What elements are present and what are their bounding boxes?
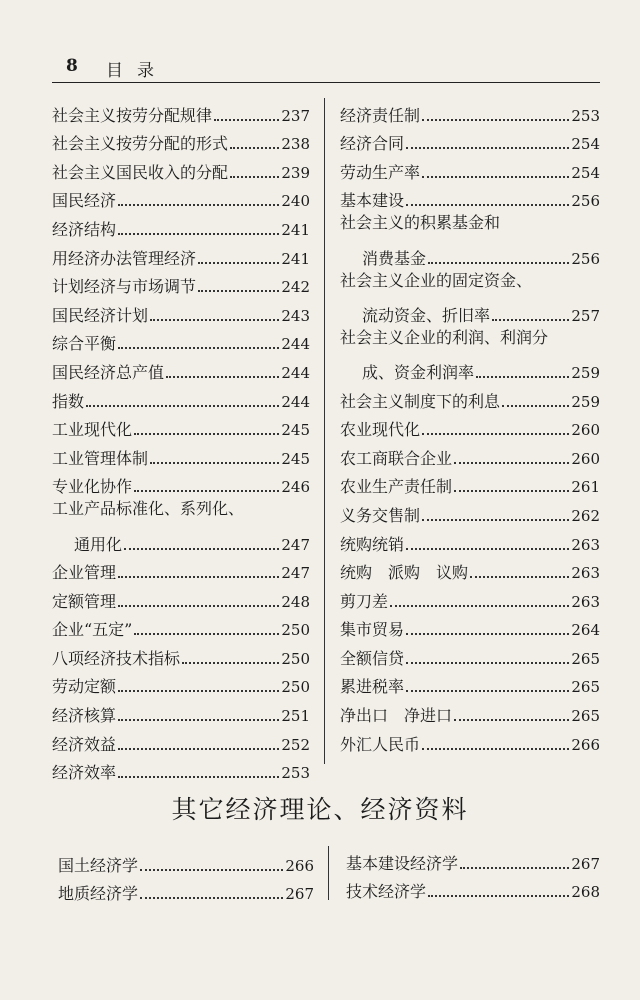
toc-entry-label: 企业“五定”: [52, 620, 133, 640]
toc-entry: [340, 298, 600, 327]
toc-left-column: [52, 98, 310, 784]
toc-entry-page: 245: [281, 449, 310, 468]
section-title: 其它经济理论、经济资料: [171, 795, 469, 824]
dot-leader: [118, 233, 279, 235]
toc-entry-page: 240: [281, 192, 310, 211]
page-header: [60, 56, 600, 80]
toc-entry-label: 社会主义企业的固定资金、: [340, 270, 533, 290]
toc-entry: [340, 413, 600, 442]
dot-leader: [118, 748, 279, 750]
toc-entry: [52, 212, 310, 241]
toc-entry-label: 综合平衡: [52, 334, 117, 354]
dot-leader: [502, 405, 569, 407]
toc-entry-label: 社会主义企业的利润、利润分: [340, 327, 549, 347]
dot-leader: [140, 869, 283, 871]
toc-entry: [340, 127, 600, 156]
toc-entry: [52, 613, 310, 642]
dot-leader: [140, 897, 283, 899]
toc-entry-label: 义务交售制: [340, 505, 421, 525]
toc-entry: [52, 756, 310, 785]
toc-entry-label: 八项经济技术指标: [52, 648, 181, 668]
toc-entry-label: 经济合同: [340, 134, 405, 154]
toc-entry: [52, 470, 310, 499]
toc-entry-label: 全额信贷: [340, 648, 405, 668]
dot-leader: [460, 867, 569, 869]
toc-entry-page: 256: [571, 249, 600, 268]
toc-entry: [52, 98, 310, 127]
toc-entry-page: 256: [571, 192, 600, 211]
toc-entry-label: 统购统销: [340, 534, 405, 554]
toc-entry-page: 265: [571, 649, 600, 668]
toc-entry-page: 267: [285, 885, 314, 904]
toc-entry-label: 农业现代化: [340, 420, 421, 440]
dot-leader: [134, 633, 279, 635]
toc-entry: [52, 241, 310, 270]
dot-leader: [134, 490, 279, 492]
toc-entry-page: 265: [571, 678, 600, 697]
toc-entry-page: 237: [281, 106, 310, 125]
dot-leader: [182, 662, 279, 664]
toc-entry-label: 社会主义按劳分配的形式: [52, 134, 229, 154]
dot-leader: [118, 576, 279, 578]
toc-entry-label: 工业产品标准化、系列化、: [52, 499, 245, 519]
toc-entry-page: 248: [281, 592, 310, 611]
toc-entry: [52, 441, 310, 470]
toc-entry-page: 267: [571, 854, 600, 873]
toc-right-column: [340, 98, 600, 756]
toc-entry: [52, 184, 310, 213]
toc-entry: [346, 846, 600, 875]
dot-leader: [406, 662, 569, 664]
toc-entry-label: 流动资金、折旧率: [362, 305, 491, 325]
dot-leader: [454, 462, 569, 464]
toc-entry: [340, 670, 600, 699]
toc-entry-page: 254: [571, 163, 600, 182]
toc-entry-page: 250: [281, 621, 310, 640]
toc-entry: [52, 527, 310, 556]
toc-entry-label: 国民经济计划: [52, 305, 149, 325]
dot-leader: [454, 719, 569, 721]
toc-entry: [58, 877, 314, 906]
toc-entry: [52, 641, 310, 670]
toc-entry: [340, 384, 600, 413]
toc-entry-label: 国民经济: [52, 191, 117, 211]
dot-leader: [118, 776, 279, 778]
toc-entry: [52, 413, 310, 442]
toc-entry-label: 通用化: [74, 534, 123, 554]
toc-entry-page: 263: [571, 564, 600, 583]
toc-entry-label: 工业管理体制: [52, 448, 149, 468]
dot-leader: [428, 895, 569, 897]
toc-entry-page: 268: [571, 883, 600, 902]
toc-entry-label: 经济结构: [52, 219, 117, 239]
toc-entry: [52, 298, 310, 327]
dot-leader: [454, 490, 569, 492]
dot-leader: [166, 376, 279, 378]
toc-entry: [52, 584, 310, 613]
toc-entry-page: 250: [281, 678, 310, 697]
toc-entry-label: 农工商联合企业: [340, 448, 453, 468]
toc-entry-label: 消费基金: [362, 248, 427, 268]
toc-entry-page: 242: [281, 278, 310, 297]
toc-entry: [340, 241, 600, 270]
toc-entry-label: 经济责任制: [340, 105, 421, 125]
toc-entry-label: 经济效益: [52, 734, 117, 754]
toc-entry-label: 剪刀差: [340, 591, 389, 611]
toc-entry-page: 260: [571, 421, 600, 440]
dot-leader: [150, 319, 279, 321]
toc-entry: [340, 98, 600, 127]
dot-leader: [118, 347, 279, 349]
dot-leader: [406, 633, 569, 635]
toc-entry: [340, 212, 600, 241]
toc-entry-label: 工业现代化: [52, 420, 133, 440]
toc-entry-page: 264: [571, 621, 600, 640]
toc-entry: [340, 556, 600, 585]
toc-entry: [52, 127, 310, 156]
toc-entry: [340, 498, 600, 527]
toc-entry-page: 259: [571, 392, 600, 411]
dot-leader: [118, 690, 279, 692]
dot-leader: [198, 290, 279, 292]
toc-entry-label: 国民经济总产值: [52, 362, 165, 382]
dot-leader: [406, 690, 569, 692]
toc-entry-label: 社会主义的积累基金和: [340, 213, 501, 233]
toc-entry-page: 241: [281, 220, 310, 239]
dot-leader: [118, 204, 279, 206]
dot-leader: [476, 376, 569, 378]
toc-entry: [340, 641, 600, 670]
dot-leader: [422, 748, 569, 750]
toc-entry-label: 社会主义按劳分配规律: [52, 105, 213, 125]
toc-entry-page: 263: [571, 592, 600, 611]
dot-leader: [470, 576, 569, 578]
dot-leader: [422, 519, 569, 521]
toc-entry: [52, 698, 310, 727]
toc-entry-page: 247: [281, 564, 310, 583]
toc-entry-page: 266: [571, 735, 600, 754]
toc-entry-label: 基本建设: [340, 191, 405, 211]
toc-entry: [340, 270, 600, 299]
toc-entry: [340, 184, 600, 213]
toc-entry: [340, 441, 600, 470]
toc-entry-label: 经济效率: [52, 763, 117, 783]
toc-entry: [52, 498, 310, 527]
toc-entry: [340, 727, 600, 756]
toc-entry: [58, 848, 314, 877]
toc-entry: [52, 670, 310, 699]
toc-entry: [340, 155, 600, 184]
toc-entry-page: 244: [281, 335, 310, 354]
dot-leader: [86, 405, 279, 407]
toc-entry: [346, 875, 600, 904]
toc-entry: [52, 727, 310, 756]
toc-entry-page: 254: [571, 135, 600, 154]
dot-leader: [492, 319, 569, 321]
dot-leader: [406, 204, 569, 206]
toc-entry: [52, 355, 310, 384]
toc-entry: [340, 470, 600, 499]
toc-entry-page: 263: [571, 535, 600, 554]
toc-bottom-right-column: [346, 846, 600, 903]
column-divider: [324, 98, 325, 764]
toc-entry-page: 260: [571, 449, 600, 468]
toc-entry-page: 243: [281, 306, 310, 325]
toc-entry-label: 地质经济学: [58, 884, 139, 904]
toc-entry-label: 技术经济学: [346, 882, 427, 902]
dot-leader: [230, 176, 279, 178]
toc-entry-page: 253: [281, 764, 310, 783]
toc-entry: [340, 327, 600, 356]
toc-entry-page: 253: [571, 106, 600, 125]
toc-entry: [52, 384, 310, 413]
toc-entry-label: 农业生产责任制: [340, 477, 453, 497]
dot-leader: [422, 119, 569, 121]
dot-leader: [230, 147, 279, 149]
dot-leader: [198, 262, 279, 264]
toc-entry-label: 国土经济学: [58, 855, 139, 875]
toc-entry-page: 261: [571, 478, 600, 497]
dot-leader: [406, 147, 569, 149]
toc-entry: [52, 327, 310, 356]
toc-entry-page: 252: [281, 735, 310, 754]
toc-entry-label: 企业管理: [52, 563, 117, 583]
page-title: 目录: [106, 61, 168, 81]
toc-entry-page: 239: [281, 163, 310, 182]
toc-entry-page: 250: [281, 649, 310, 668]
dot-leader: [118, 605, 279, 607]
toc-entry-label: 净出口 净进口: [340, 706, 453, 726]
toc-entry: [340, 613, 600, 642]
dot-leader: [406, 548, 569, 550]
dot-leader: [422, 176, 569, 178]
dot-leader: [118, 719, 279, 721]
toc-entry-label: 定额管理: [52, 591, 117, 611]
toc-entry-label: 经济核算: [52, 706, 117, 726]
toc-entry-page: 245: [281, 421, 310, 440]
toc-entry-label: 劳动定额: [52, 677, 117, 697]
toc-entry-page: 247: [281, 535, 310, 554]
toc-entry-page: 266: [285, 856, 314, 875]
toc-entry: [340, 584, 600, 613]
toc-entry-page: 251: [281, 707, 310, 726]
toc-entry: [52, 556, 310, 585]
toc-entry-page: 246: [281, 478, 310, 497]
page-number: 8: [66, 56, 78, 76]
toc-entry: [340, 527, 600, 556]
toc-entry-label: 劳动生产率: [340, 162, 421, 182]
toc-entry-page: 259: [571, 363, 600, 382]
toc-entry: [52, 155, 310, 184]
toc-entry: [340, 698, 600, 727]
dot-leader: [134, 433, 279, 435]
toc-entry-page: 257: [571, 306, 600, 325]
toc-entry-label: 累进税率: [340, 677, 405, 697]
dot-leader: [150, 462, 279, 464]
dot-leader: [428, 262, 569, 264]
toc-entry-label: 计划经济与市场调节: [52, 277, 197, 297]
dot-leader: [124, 548, 279, 550]
toc-entry-page: 244: [281, 363, 310, 382]
dot-leader: [214, 119, 279, 121]
toc-entry-label: 专业化协作: [52, 477, 133, 497]
header-rule: [52, 82, 600, 83]
toc-entry-label: 指数: [52, 391, 85, 411]
toc-entry-label: 社会主义国民收入的分配: [52, 162, 229, 182]
toc-entry-label: 外汇人民币: [340, 734, 421, 754]
toc-bottom-left-column: [58, 848, 314, 905]
toc-entry-page: 241: [281, 249, 310, 268]
toc-entry-label: 集市贸易: [340, 620, 405, 640]
toc-entry-label: 基本建设经济学: [346, 853, 459, 873]
toc-entry-label: 社会主义制度下的利息: [340, 391, 501, 411]
toc-entry-page: 265: [571, 707, 600, 726]
toc-entry-label: 统购 派购 议购: [340, 563, 469, 583]
toc-entry: [52, 270, 310, 299]
toc-entry-label: 用经济办法管理经济: [52, 248, 197, 268]
toc-entry: [340, 355, 600, 384]
toc-entry-page: 262: [571, 506, 600, 525]
dot-leader: [390, 605, 569, 607]
bottom-column-divider: [328, 846, 329, 900]
toc-entry-page: 244: [281, 392, 310, 411]
toc-entry-label: 成、资金利润率: [362, 362, 475, 382]
toc-entry-page: 238: [281, 135, 310, 154]
dot-leader: [422, 433, 569, 435]
